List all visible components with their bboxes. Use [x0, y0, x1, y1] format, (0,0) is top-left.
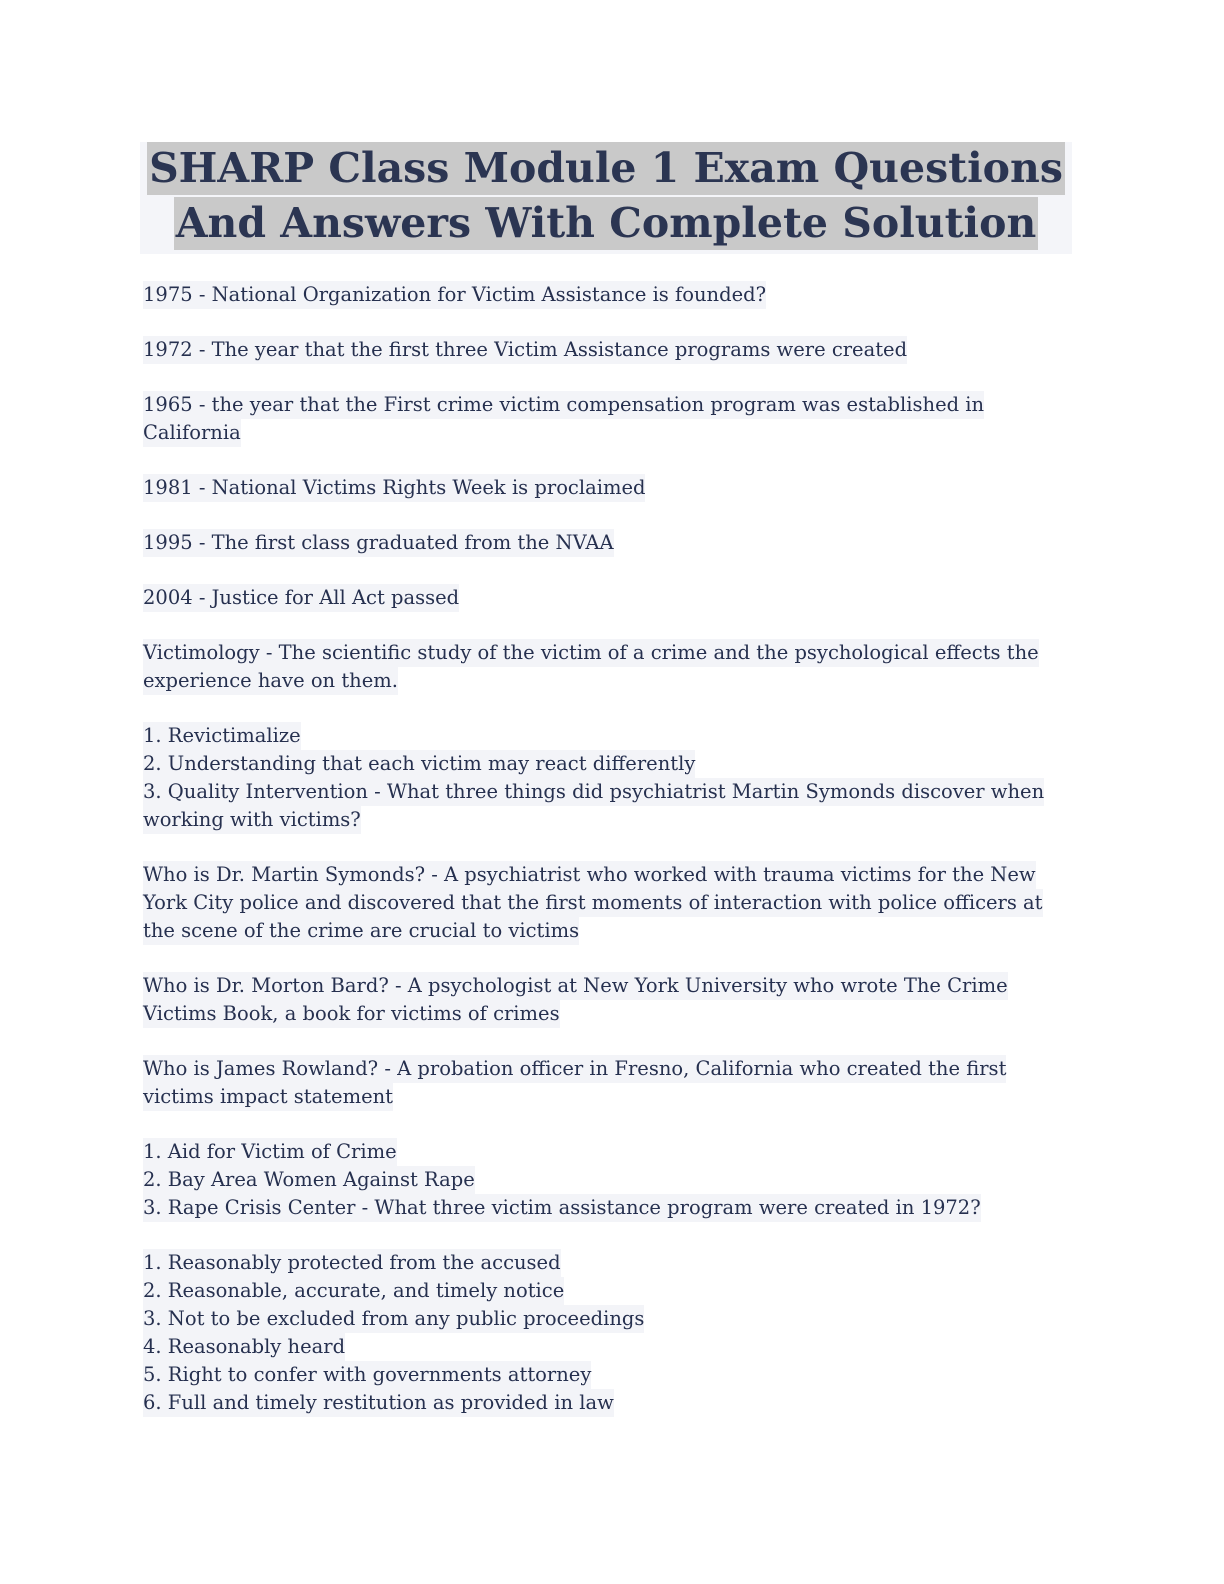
document-title-line-2: And Answers With Complete Solution — [174, 197, 1039, 250]
paragraph — [143, 529, 1073, 557]
paragraph — [143, 584, 1073, 612]
paragraph — [143, 1138, 1073, 1222]
paragraph-line: Who is Dr. Martin Symonds? - A psychiatrist who worked with trauma victims for the New — [143, 861, 1036, 889]
paragraph-line: 1965 - the year that the First crime victim compensation program was established in — [143, 391, 984, 419]
paragraph — [143, 1249, 1073, 1417]
paragraph-line: California — [143, 419, 241, 447]
paragraph-line: 2004 - Justice for All Act passed — [143, 584, 459, 612]
paragraph-line: experience have on them. — [143, 667, 398, 695]
paragraph-line: 3. Not to be excluded from any public proceedings — [143, 1305, 644, 1333]
paragraph-line: 3. Quality Intervention - What three things did psychiatrist Martin Symonds discover when — [143, 778, 1044, 806]
document-title-line-1: SHARP Class Module 1 Exam Questions — [147, 142, 1065, 195]
paragraph-line: 1975 - National Organization for Victim Assistance is founded? — [143, 281, 766, 309]
paragraph-line: 1. Reasonably protected from the accused — [143, 1249, 561, 1277]
paragraph-line: 1972 - The year that the first three Victim Assistance programs were created — [143, 336, 907, 364]
paragraph-line: 2. Bay Area Women Against Rape — [143, 1166, 475, 1194]
title-block — [140, 142, 1072, 254]
paragraph-line: Who is James Rowland? - A probation officer in Fresno, California who created the first — [143, 1055, 1006, 1083]
paragraph — [143, 336, 1073, 364]
paragraph-line: Victimology - The scientific study of the victim of a crime and the psychological effects the — [143, 639, 1039, 667]
paragraph-line: 2. Reasonable, accurate, and timely notice — [143, 1277, 564, 1305]
paragraph-line: 4. Reasonably heard — [143, 1333, 345, 1361]
paragraph — [143, 281, 1073, 309]
paragraph-line: 1. Aid for Victim of Crime — [143, 1138, 397, 1166]
paragraph — [143, 1055, 1073, 1111]
paragraph — [143, 861, 1073, 945]
paragraph — [143, 391, 1073, 447]
document-body — [143, 281, 1073, 1444]
paragraph-line: working with victims? — [143, 806, 361, 834]
paragraph-line: 1981 - National Victims Rights Week is proclaimed — [143, 474, 645, 502]
paragraph-line: Who is Dr. Morton Bard? - A psychologist at New York University who wrote The Crime — [143, 972, 1008, 1000]
paragraph-line: 5. Right to confer with governments attorney — [143, 1361, 591, 1389]
paragraph-line: 1995 - The first class graduated from the NVAA — [143, 529, 614, 557]
paragraph — [143, 639, 1073, 695]
paragraph — [143, 722, 1073, 834]
paragraph-line: 6. Full and timely restitution as provided in law — [143, 1389, 614, 1417]
paragraph-line: Victims Book, a book for victims of crimes — [143, 1000, 560, 1028]
paragraph-line: 3. Rape Crisis Center - What three victim assistance program were created in 1972? — [143, 1194, 981, 1222]
paragraph — [143, 972, 1073, 1028]
paragraph — [143, 474, 1073, 502]
paragraph-line: 2. Understanding that each victim may react differently — [143, 750, 695, 778]
paragraph-line: victims impact statement — [143, 1083, 393, 1111]
paragraph-line: the scene of the crime are crucial to victims — [143, 917, 579, 945]
paragraph-line: 1. Revictimalize — [143, 722, 301, 750]
paragraph-line: York City police and discovered that the first moments of interaction with police officers at — [143, 889, 1043, 917]
